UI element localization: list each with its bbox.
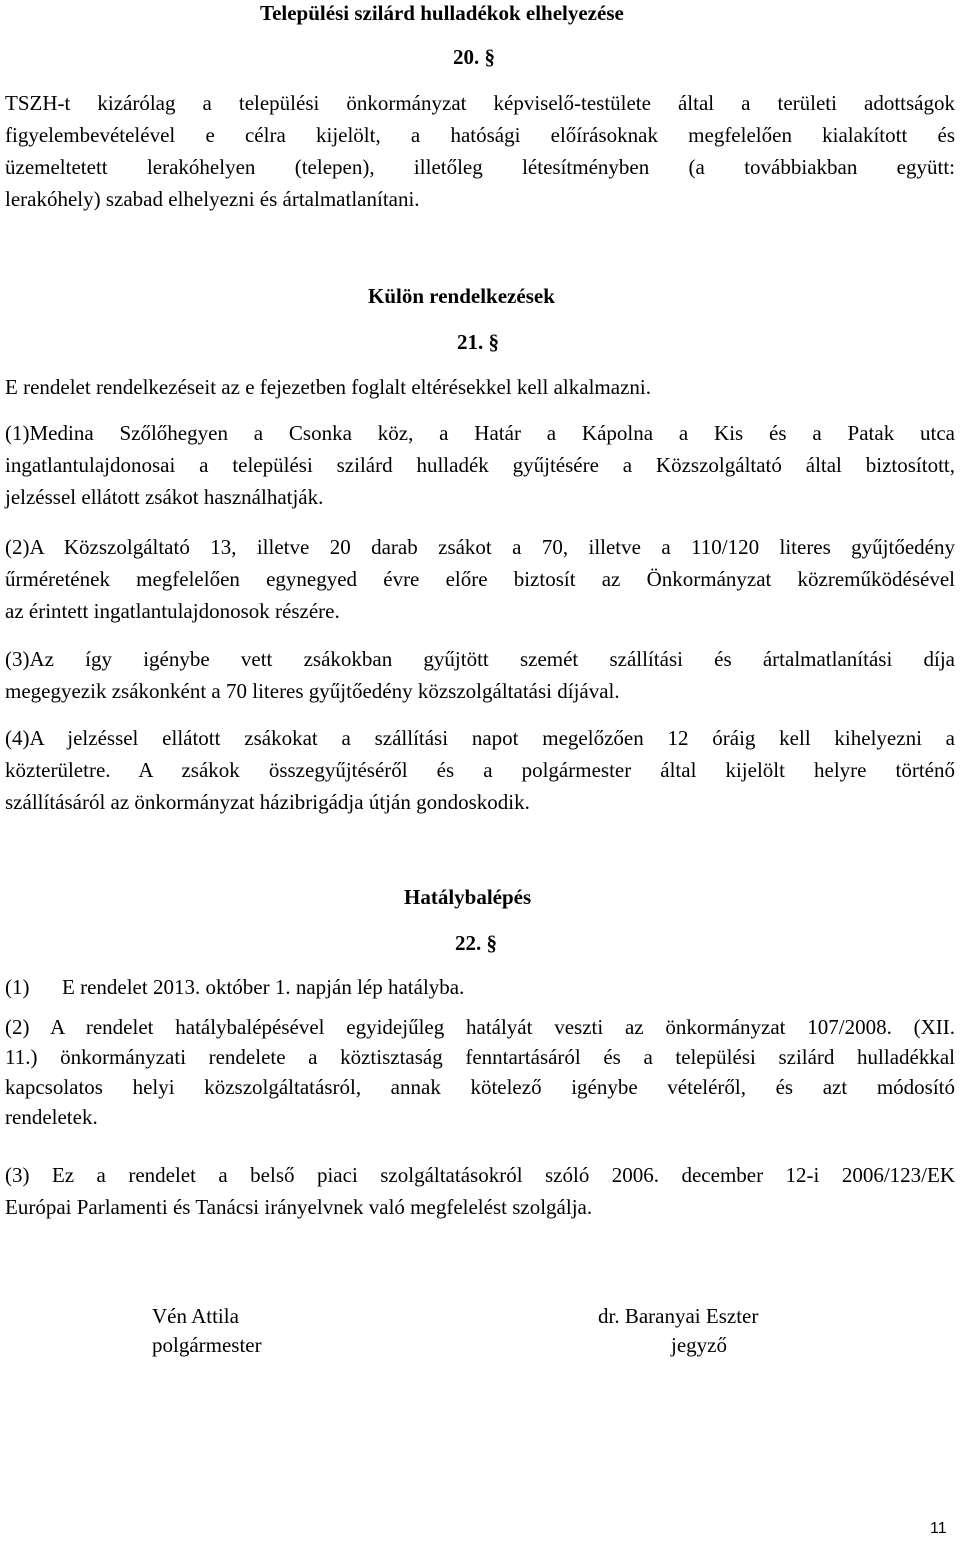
section-22-paragraph-2 (5, 1012, 955, 1132)
paragraph-line: jelzéssel ellátott zsákot használhatják. (5, 485, 324, 509)
paragraph-line: (2) A rendelet hatálybalépésével egyidejűleg hatályát veszti az önkormányzat 107/2008. (XII. (5, 1015, 955, 1039)
signature-left-title: polgármester (152, 1333, 262, 1357)
signature-right-name: dr. Baranyai Eszter (598, 1304, 759, 1328)
section-22-paragraph-1-text: E rendelet 2013. október 1. napján lép hatályba. (62, 975, 465, 999)
section-20-paragraph (5, 87, 955, 215)
section-21-paragraph-2 (5, 531, 955, 627)
paragraph-line: (2)A Közszolgáltató 13, illetve 20 darab zsákot a 70, illetve a 110/120 literes gyűjtőedény (5, 535, 955, 559)
paragraph-line: Európai Parlamenti és Tanácsi irányelvnek való megfelelést szolgálja. (5, 1195, 593, 1219)
paragraph-line: lerakóhely) szabad elhelyezni és ártalmatlanítani. (5, 187, 420, 211)
page-number: 11 (930, 1520, 947, 1537)
paragraph-line: kapcsolatos helyi közszolgáltatásról, annak kötelező igénybe vételéről, és azt módosító (5, 1075, 955, 1099)
paragraph-line: 11.) önkormányzati rendelete a köztisztaság fenntartásáról és a települési szilárd hulladékkal (5, 1045, 955, 1069)
section-22-heading: Hatálybalépés (404, 885, 532, 909)
section-21-paragraph-4 (5, 722, 955, 818)
signature-right-title: jegyző (671, 1333, 727, 1357)
paragraph-line: üzemeltetett lerakóhelyen (telepen), illetőleg létesítményben (a továbbiakban együtt: (5, 155, 955, 179)
section-20-title: Települési szilárd hulladékok elhelyezése (260, 1, 624, 25)
section-20-number: 20. § (453, 45, 495, 69)
paragraph-line: az érintett ingatlantulajdonosok részére. (5, 599, 340, 623)
paragraph-line: szállításáról az önkormányzat házibrigádja útján gondoskodik. (5, 790, 530, 814)
signature-left-name: Vén Attila (152, 1304, 239, 1328)
paragraph-line: rendeletek. (5, 1105, 98, 1129)
section-22-paragraph-3 (5, 1159, 955, 1223)
paragraph-line: figyelembevételével e célra kijelölt, a hatósági előírásoknak megfelelően kialakított és (5, 123, 955, 147)
section-21-paragraph-3 (5, 643, 955, 707)
paragraph-line: E rendelet rendelkezéseit az e fejezetben foglalt eltérésekkel kell alkalmazni. (5, 375, 651, 399)
section-21-heading: Külön rendelkezések (368, 284, 555, 308)
section-21-intro (5, 371, 955, 403)
paragraph-line: közterületre. A zsákok összegyűjtéséről és a polgármester által kijelölt helyre történő (5, 758, 955, 782)
paragraph-line: űrméretének megfelelően egynegyed évre előre biztosít az Önkormányzat közreműködésével (5, 567, 955, 591)
section-21-number: 21. § (457, 330, 499, 354)
paragraph-line: (3)Az így igénybe vett zsákokban gyűjtött szemét szállítási és ártalmatlanítási díja (5, 647, 955, 671)
paragraph-line: ingatlantulajdonosai a települési szilárd hulladék gyűjtésére a Közszolgáltató által biztosított, (5, 453, 955, 477)
section-22-number: 22. § (455, 931, 497, 955)
paragraph-line: (3) Ez a rendelet a belső piaci szolgáltatásokról szóló 2006. december 12-i 2006/123/EK (5, 1163, 955, 1187)
section-21-paragraph-1 (5, 417, 955, 513)
paragraph-line: (1)Medina Szőlőhegyen a Csonka köz, a Határ a Kápolna a Kis és a Patak utca (5, 421, 955, 445)
paragraph-line: TSZH-t kizárólag a települési önkormányzat képviselő-testülete által a területi adottságok (5, 91, 955, 115)
paragraph-line: megegyezik zsákonként a 70 literes gyűjtőedény közszolgáltatási díjával. (5, 679, 620, 703)
paragraph-line: (4)A jelzéssel ellátott zsákokat a szállítási napot megelőzően 12 óráig kell kihelyezni a (5, 726, 955, 750)
section-22-paragraph-1-label: (1) (5, 975, 30, 999)
